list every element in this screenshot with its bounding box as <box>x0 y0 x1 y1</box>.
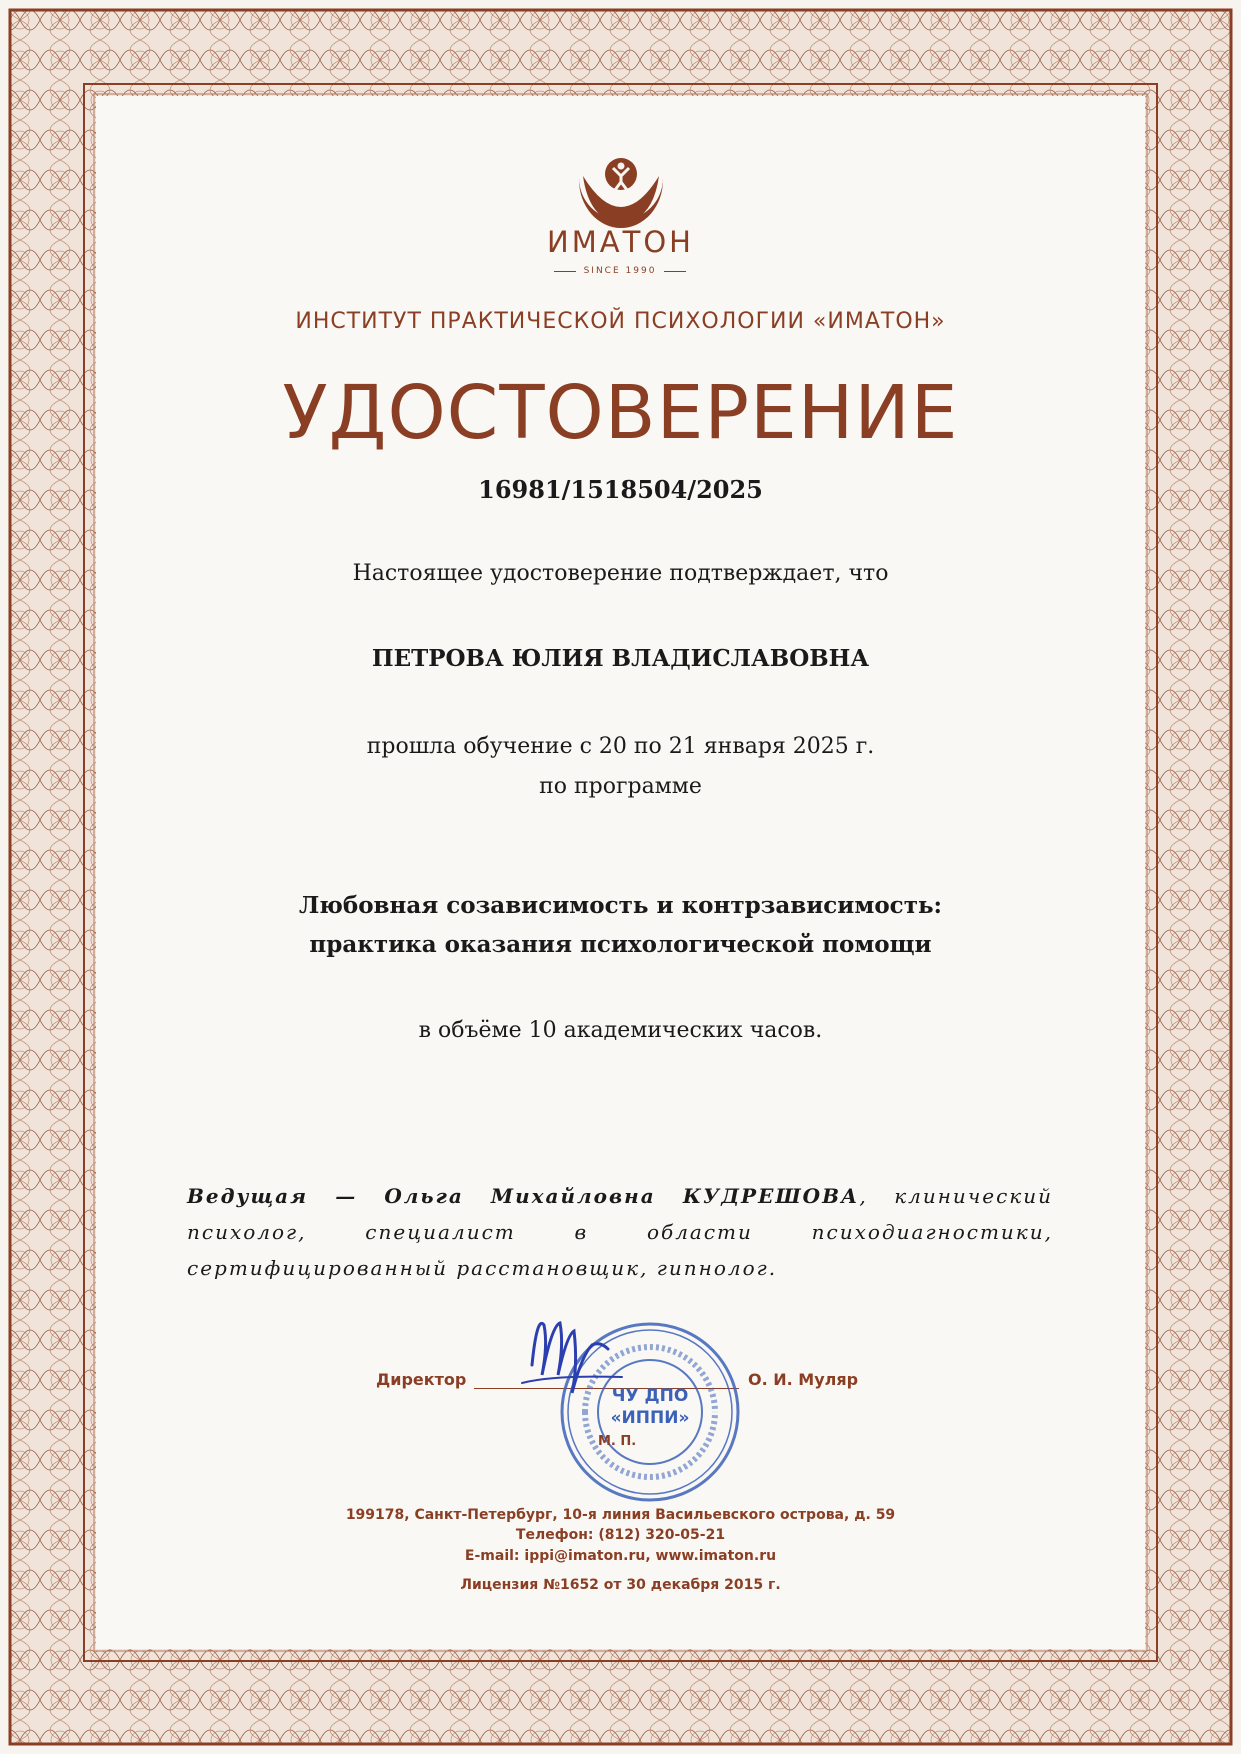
footer-license: Лицензия №1652 от 30 декабря 2015 г. <box>460 1577 781 1593</box>
lecturer-description: , клинический психолог, специалист в области психодиагностики, сертифицированный расстановщик, гипнолог. <box>187 1184 1053 1280</box>
director-signature-icon <box>512 1305 627 1405</box>
stamp-org-line1: ЧУ ДПО <box>611 1386 689 1406</box>
footer-phone: Телефон: (812) 320-05-21 <box>515 1527 726 1543</box>
stamp-org-line2: «ИППИ» <box>610 1408 690 1428</box>
director-label: Директор <box>376 1370 467 1389</box>
institute-name: ИНСТИТУТ ПРАКТИЧЕСКОЙ ПСИХОЛОГИИ «ИМАТОН» <box>295 309 946 334</box>
human-figure-emblem-icon <box>575 158 667 230</box>
divider <box>554 271 576 272</box>
lecturer-block <box>187 1178 1053 1286</box>
program-title-line1: Любовная созависимость и контрзависимость: <box>298 892 943 919</box>
confirm-text: Настоящее удостоверение подтверждает, что <box>352 561 889 586</box>
brand-since: SINCE 1990 <box>583 266 657 276</box>
brand-since-row <box>540 263 700 279</box>
program-title-line2: практика оказания психологической помощи <box>309 931 932 958</box>
training-dates: прошла обучение с 20 по 21 января 2025 г. <box>366 734 875 759</box>
brand-name: ИМАТОН <box>547 225 694 259</box>
volume-text: в объёме 10 академических часов. <box>418 1018 823 1043</box>
footer-address: 199178, Санкт-Петербург, 10-я линия Васильевского острова, д. 59 <box>345 1507 896 1523</box>
person-name: ПЕТРОВА ЮЛИЯ ВЛАДИСЛАВОВНА <box>371 645 870 672</box>
footer-email: E-mail: ippi@imaton.ru, www.imaton.ru <box>464 1548 777 1564</box>
divider <box>664 271 686 272</box>
by-program-text: по программе <box>539 774 702 799</box>
lecturer-name: Ведущая — Ольга Михайловна КУДРЕШОВА <box>187 1184 860 1208</box>
document-title: УДОСТОВЕРЕНИЕ <box>282 370 959 456</box>
mp-label: М. П. <box>598 1434 637 1449</box>
document-number: 16981/1518504/2025 <box>478 475 763 504</box>
director-name: О. И. Муляр <box>748 1370 859 1389</box>
